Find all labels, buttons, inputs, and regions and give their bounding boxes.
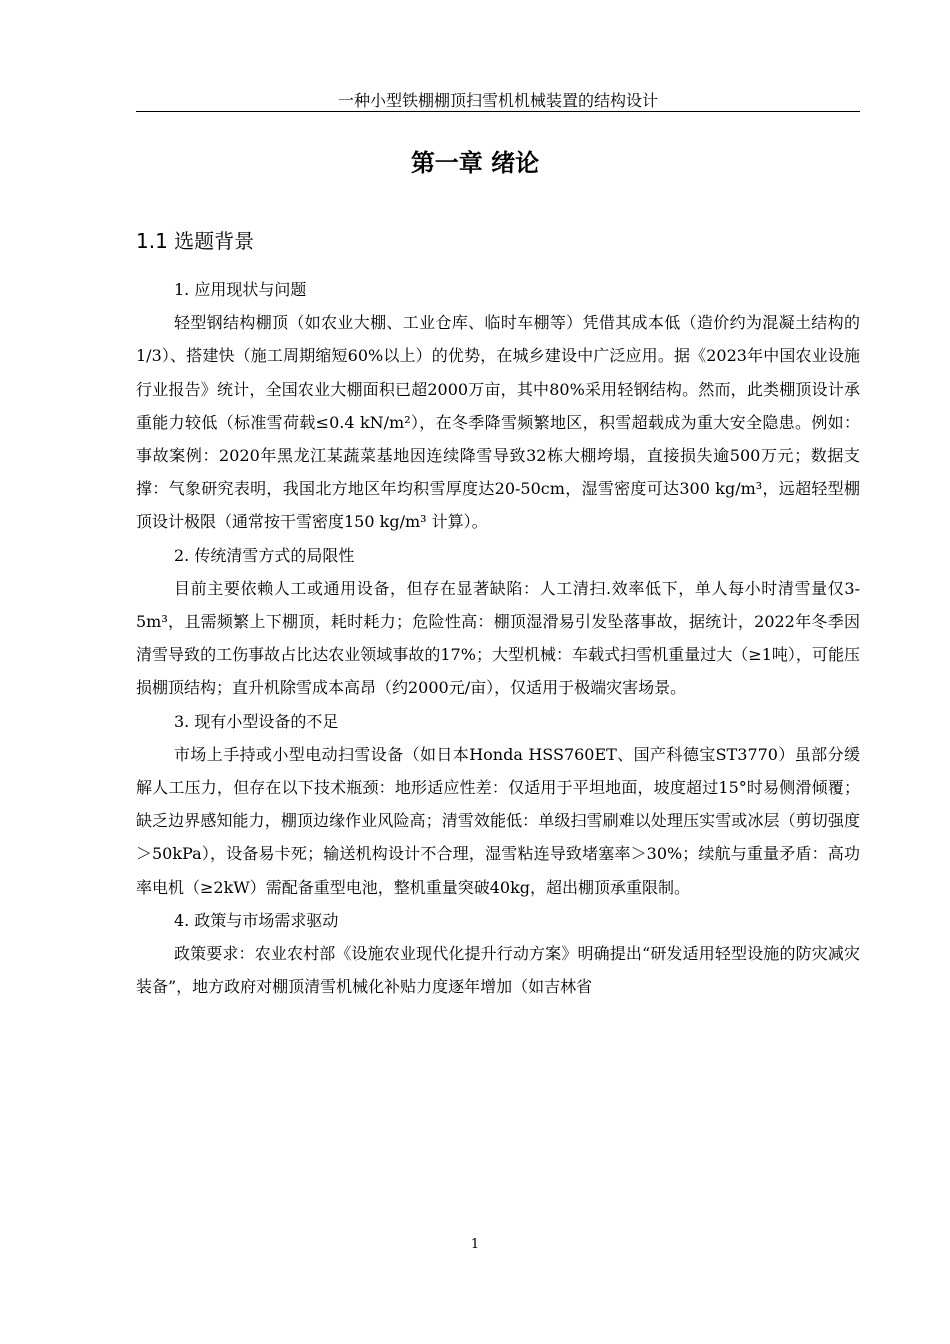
item-heading: 2. 传统清雪方式的局限性 [174,545,355,565]
page-number: 1 [470,1237,480,1252]
body-paragraph: 政策要求：农业农村部《设施农业现代化提升行动方案》明确提出“研发适用轻型设施的防灾减灾装备”，地方政府对棚顶清雪机械化补贴力度逐年增加（如吉林省 [136,944,860,997]
header-divider [136,111,860,112]
running-header: 一种小型铁棚棚顶扫雪机机械装置的结构设计 [337,91,658,110]
section-title: 1.1 选题背景 [136,229,255,253]
body-paragraph: 市场上手持或小型电动扫雪设备（如日本Honda HSS760ET、国产科德宝ST3770）虽部分缓解人工压力，但存在以下技术瓶颈：地形适应性差：仅适用于平坦地面，坡度超过15°时易侧滑倾覆；缺乏边界感知能力，棚顶边缘作业风险高；清雪效能低：单级扫雪刷难以处理压实雪或冰层（剪切强度＞50kPa），设备易卡死；输送机构设计不合理，湿雪粘连导致堵塞率＞30%；续航与重量矛盾：高功率电机（≥2kW）需配备重型电池，整机重量突破40kg，超出棚顶承重限制。 [136,744,860,897]
body-text [136,273,860,1003]
body-paragraph: 轻型钢结构棚顶（如农业大棚、工业仓库、临时车棚等）凭借其成本低（造价约为混凝土结构的1/3）、搭建快（施工周期缩短60%以上）的优势，在城乡建设中广泛应用。据《2023年中国农业设施行业报告》统计，全国农业大棚面积已超2000万亩，其中80%采用轻钢结构。然而，此类棚顶设计承重能力较低（标准雪荷载≤0.4 kN/m²），在冬季降雪频繁地区，积雪超载成为重大安全隐患。例如：事故案例：2020年黑龙江某蔬菜基地因连续降雪导致32栋大棚垮塌，直接损失逾500万元；数据支撑：气象研究表明，我国北方地区年均积雪厚度达20-50cm，湿雪密度可达300 kg/m³，远超轻型棚顶设计极限（通常按干雪密度150 kg/m³ 计算）。 [136,313,860,532]
item-heading: 1. 应用现状与问题 [174,280,307,299]
item-heading: 4. 政策与市场需求驱动 [174,910,339,930]
body-paragraph: 目前主要依赖人工或通用设备，但存在显著缺陷：人工清扫.效率低下，单人每小时清雪量仅3-5m³，且需频繁上下棚顶，耗时耗力；危险性高：棚顶湿滑易引发坠落事故，据统计，2022年冬季因清雪导致的工伤事故占比达农业领域事故的17%；大型机械：车载式扫雪机重量过大（≥1吨），可能压损棚顶结构；直升机除雪成本高昂（约2000元/亩），仅适用于极端灾害场景。 [136,578,860,698]
item-heading: 3. 现有小型设备的不足 [174,711,339,731]
chapter-title: 第一章 绪论 [410,149,540,177]
